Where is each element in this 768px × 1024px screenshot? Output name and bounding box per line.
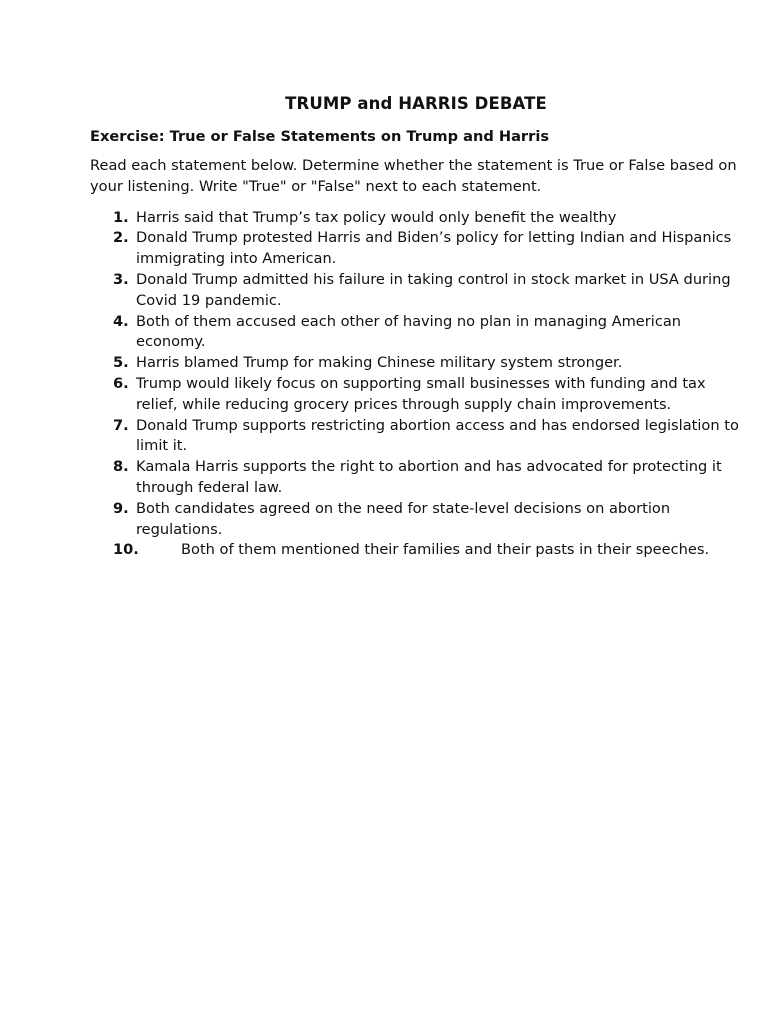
statement-text: Harris blamed Trump for making Chinese military system stronger.: [136, 354, 623, 372]
list-item: [90, 208, 742, 229]
statement-number: 7.: [113, 416, 129, 434]
statement-text: Trump would likely focus on supporting small businesses with funding and tax relief, while reducing grocery prices through supply chain improvements.: [136, 374, 706, 413]
statement-number: 3.: [113, 270, 129, 288]
statement-number: 1.: [113, 208, 129, 226]
statement-text: Both of them mentioned their families and their pasts in their speeches.: [181, 541, 710, 559]
statement-text: Donald Trump admitted his failure in taking control in stock market in USA during Covid 19 pandemic.: [136, 270, 731, 309]
statement-text: Both candidates agreed on the need for state-level decisions on abortion regulations.: [136, 499, 671, 538]
exercise-heading: Exercise: True or False Statements on Trump and Harris: [90, 128, 550, 145]
list-item: [90, 540, 742, 561]
statement-text: Donald Trump protested Harris and Biden’s policy for letting Indian and Hispanics immigrating into American.: [136, 229, 732, 268]
list-item: [90, 270, 742, 312]
statement-number: 10.: [113, 541, 139, 559]
document-page: [90, 93, 742, 561]
statement-number: 9.: [113, 499, 129, 517]
list-item: [90, 353, 742, 374]
statement-text: Kamala Harris supports the right to abortion and has advocated for protecting it through federal law.: [136, 458, 722, 496]
statement-number: 8.: [113, 458, 129, 476]
statement-number: 6.: [113, 374, 129, 392]
statement-text: Donald Trump supports restricting abortion access and has endorsed legislation to limit it.: [136, 416, 739, 455]
statement-number: 4.: [113, 312, 129, 330]
list-item: [90, 416, 742, 458]
statement-text: Harris said that Trump’s tax policy would only benefit the wealthy: [136, 208, 617, 226]
list-item: [90, 457, 742, 499]
statement-number: 2.: [113, 229, 129, 247]
instructions-paragraph: Read each statement below. Determine whether the statement is True or False based on your listening. Write "True" or "False" next to each statement.: [90, 157, 737, 195]
statement-number: 5.: [113, 354, 129, 372]
list-item: [90, 312, 742, 354]
statement-list: [90, 208, 742, 562]
page-title: TRUMP and HARRIS DEBATE: [285, 94, 547, 113]
list-item: [90, 374, 742, 416]
statement-text: Both of them accused each other of having no plan in managing American economy.: [136, 312, 682, 351]
list-item: [90, 228, 742, 270]
list-item: [90, 499, 742, 541]
